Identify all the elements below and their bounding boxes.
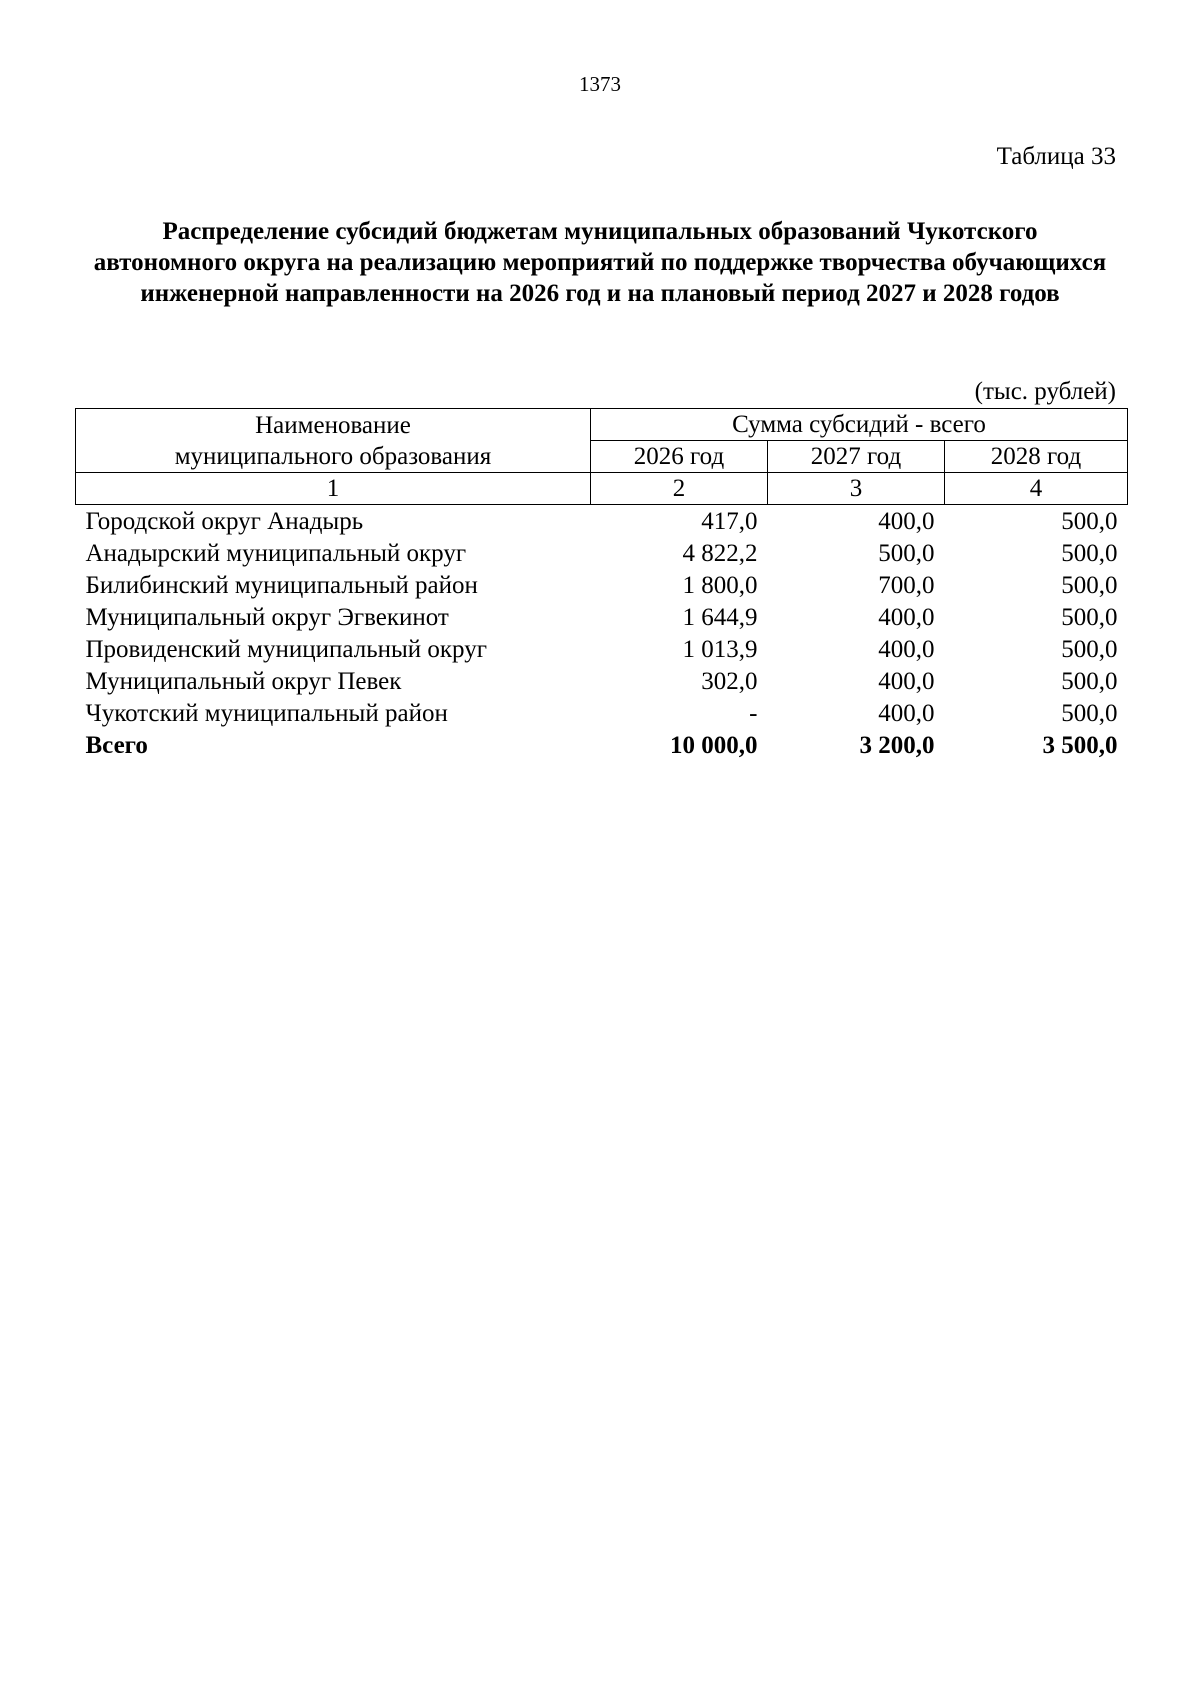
table-row [76,602,1128,634]
total-row [76,730,1128,762]
row-value-2028: 500,0 [1061,604,1118,631]
column-number-3: 3 [768,473,945,505]
table-row [76,505,1128,539]
header-name-line2: муниципального образования [174,442,492,470]
row-value-2027: 400,0 [878,604,935,631]
total-value-2028: 3 500,0 [1042,732,1118,759]
row-value-2026: 302,0 [701,668,758,695]
row-name: Анадырский муниципальный округ [85,540,467,567]
header-name-column [76,409,591,473]
row-value-2028: 500,0 [1061,508,1118,535]
header-sum-total: Сумма субсидий - всего [591,409,1128,441]
row-name: Муниципальный округ Эгвекинот [85,604,449,631]
subsidy-table [75,408,1128,762]
row-name: Чукотский муниципальный район [85,700,448,727]
table-row [76,698,1128,730]
row-value-2027: 700,0 [878,572,935,599]
row-value-2027: 400,0 [878,508,935,535]
header-year-2026: 2026 год [591,441,768,473]
row-name: Провиденский муниципальный округ [85,636,487,663]
row-value-2026: 4 822,2 [682,540,758,567]
total-label: Всего [85,732,148,759]
row-value-2028: 500,0 [1061,572,1118,599]
page-number: 1373 [579,72,621,96]
row-value-2028: 500,0 [1061,668,1118,695]
row-name: Муниципальный округ Певек [85,668,402,695]
row-value-2026: 417,0 [701,508,758,535]
row-name: Городской округ Анадырь [85,508,364,535]
column-number-1: 1 [76,473,591,505]
row-value-2028: 500,0 [1061,700,1118,727]
table-row [76,666,1128,698]
row-value-2028: 500,0 [1061,636,1118,663]
header-name-line1: Наименование [255,411,411,439]
table-row [76,570,1128,602]
row-value-2026: 1 644,9 [682,604,758,631]
table-body [76,505,1128,763]
table-row [76,538,1128,570]
total-value-2027: 3 200,0 [859,732,935,759]
row-value-2027: 400,0 [878,636,935,663]
header-year-2028: 2028 год [945,441,1128,473]
row-value-2026: - [749,700,758,727]
row-name: Билибинский муниципальный район [85,572,478,599]
table-row [76,634,1128,666]
units-label: (тыс. рублей) [974,378,1116,405]
row-value-2027: 400,0 [878,700,935,727]
column-number-2: 2 [591,473,768,505]
header-year-2027: 2027 год [768,441,945,473]
row-value-2027: 500,0 [878,540,935,567]
document-title: Распределение субсидий бюджетам муниципальных образований Чукотского автономного округа на реализацию мероприятий по поддержке творчества обучающихся инженерной направленности на 2026 год и на плановый период 2027 и 2028 годов [93,218,1107,307]
row-value-2028: 500,0 [1061,540,1118,567]
table-label: Таблица 33 [996,143,1116,170]
row-value-2026: 1 013,9 [682,636,758,663]
column-number-4: 4 [945,473,1128,505]
row-value-2026: 1 800,0 [682,572,758,599]
total-value-2026: 10 000,0 [670,732,758,759]
table-header [76,409,1128,505]
row-value-2027: 400,0 [878,668,935,695]
